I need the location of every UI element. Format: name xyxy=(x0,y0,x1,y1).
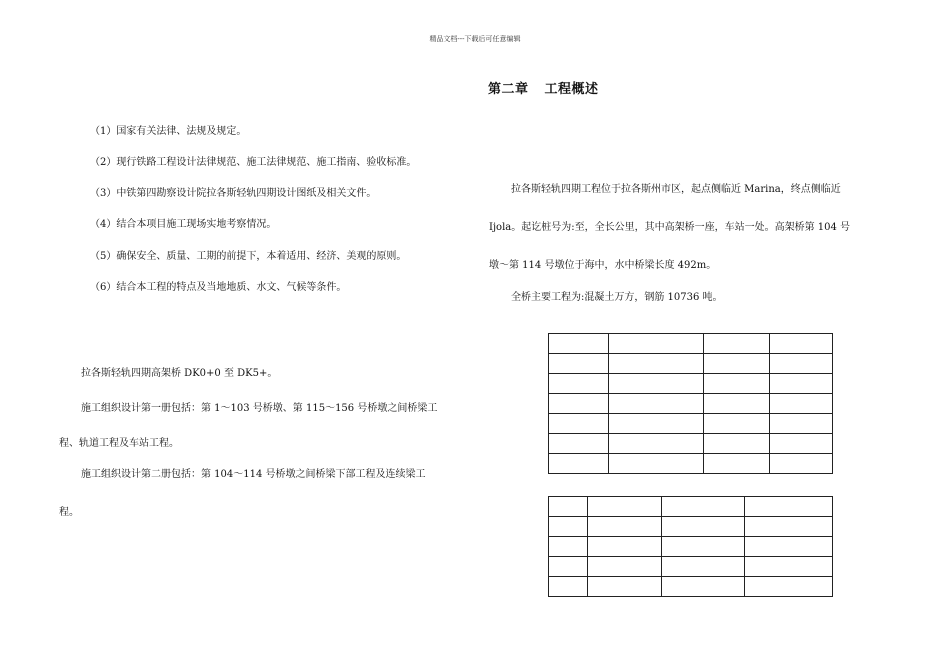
table-cell xyxy=(770,374,833,394)
table-cell xyxy=(745,557,833,577)
table-cell xyxy=(770,454,833,474)
table-cell xyxy=(549,517,588,537)
table-cell xyxy=(587,577,661,597)
table-cell xyxy=(745,537,833,557)
scope-line-3: 程、轨道工程及车站工程。 xyxy=(59,438,179,449)
table-cell xyxy=(661,517,745,537)
scope-line-2: 施工组织设计第一册包括：第 1～103 号桥墩、第 115～156 号桥墩之间桥梁工 xyxy=(81,403,438,414)
overview-line-2: Ijola。起讫桩号为:至，全长公里，其中高架桥一座，车站一处。高架桥第 104 号 xyxy=(489,222,851,233)
table-cell xyxy=(704,454,770,474)
table-cell xyxy=(704,354,770,374)
chapter-name: 工程概述 xyxy=(544,82,599,97)
table-row xyxy=(549,354,833,374)
table-cell xyxy=(608,434,704,454)
table-cell xyxy=(704,334,770,354)
table-cell xyxy=(587,497,661,517)
chapter-title xyxy=(488,78,599,97)
table-cell xyxy=(549,497,588,517)
table-cell xyxy=(770,334,833,354)
overview-line-4: 全桥主要工程为:混凝土万方，钢筋 10736 吨。 xyxy=(511,292,723,303)
table-row xyxy=(549,517,833,537)
table-cell xyxy=(661,537,745,557)
table-cell xyxy=(770,434,833,454)
table-row xyxy=(549,557,833,577)
table-cell xyxy=(549,454,609,474)
table-cell xyxy=(549,414,609,434)
table-cell xyxy=(549,557,588,577)
table-cell xyxy=(549,374,609,394)
table-cell xyxy=(608,334,704,354)
quantity-table-2 xyxy=(548,496,833,597)
table-cell xyxy=(770,414,833,434)
quantity-table-1 xyxy=(548,333,833,474)
table-row xyxy=(549,374,833,394)
table-cell xyxy=(661,557,745,577)
table-cell xyxy=(549,354,609,374)
table-cell xyxy=(745,497,833,517)
table-row xyxy=(549,394,833,414)
table-cell xyxy=(549,334,609,354)
table-cell xyxy=(608,414,704,434)
overview-line-3: 墩～第 114 号墩位于海中，水中桥梁长度 492m。 xyxy=(489,260,717,271)
table-cell xyxy=(745,577,833,597)
table-cell xyxy=(587,537,661,557)
basis-item-4: （4）结合本项目施工现场实地考察情况。 xyxy=(90,219,277,230)
scope-line-4: 施工组织设计第二册包括：第 104～114 号桥墩之间桥梁下部工程及连续梁工 xyxy=(81,469,426,480)
table-cell xyxy=(608,374,704,394)
table-cell xyxy=(608,354,704,374)
basis-item-1: （1）国家有关法律、法规及规定。 xyxy=(90,126,247,137)
table-row xyxy=(549,414,833,434)
table-cell xyxy=(704,414,770,434)
chapter-number: 第二章 xyxy=(488,82,529,97)
table-cell xyxy=(549,577,588,597)
table-row xyxy=(549,497,833,517)
table-cell xyxy=(549,394,609,414)
table-cell xyxy=(704,434,770,454)
table-cell xyxy=(770,394,833,414)
table-cell xyxy=(549,537,588,557)
basis-item-3: （3）中铁第四勘察设计院拉各斯轻轨四期设计图纸及相关文件。 xyxy=(90,188,377,199)
page-header-note: 精品文档---下载后可任意编辑 xyxy=(429,35,521,43)
table-cell xyxy=(587,557,661,577)
table-cell xyxy=(549,434,609,454)
scope-line-1: 拉各斯轻轨四期高架桥 DK0+0 至 DK5+。 xyxy=(81,368,278,379)
table-cell xyxy=(608,394,704,414)
table-cell xyxy=(661,497,745,517)
table-cell xyxy=(704,394,770,414)
table-cell xyxy=(608,454,704,474)
basis-item-6: （6）结合本工程的特点及当地地质、水文、气候等条件。 xyxy=(90,282,347,293)
table-cell xyxy=(587,517,661,537)
table-cell xyxy=(745,517,833,537)
overview-line-1: 拉各斯轻轨四期工程位于拉各斯州市区，起点侧临近 Marina，终点侧临近 xyxy=(511,184,841,195)
table-cell xyxy=(704,374,770,394)
table-row xyxy=(549,434,833,454)
table-cell xyxy=(661,577,745,597)
table-row xyxy=(549,454,833,474)
basis-item-2: （2）现行铁路工程设计法律规范、施工法律规范、施工指南、验收标准。 xyxy=(90,157,417,168)
table-row xyxy=(549,537,833,557)
table-row xyxy=(549,577,833,597)
table-row xyxy=(549,334,833,354)
scope-line-5: 程。 xyxy=(59,507,79,518)
table-cell xyxy=(770,354,833,374)
basis-item-5: （5）确保安全、质量、工期的前提下，本着适用、经济、美观的原则。 xyxy=(90,251,407,262)
